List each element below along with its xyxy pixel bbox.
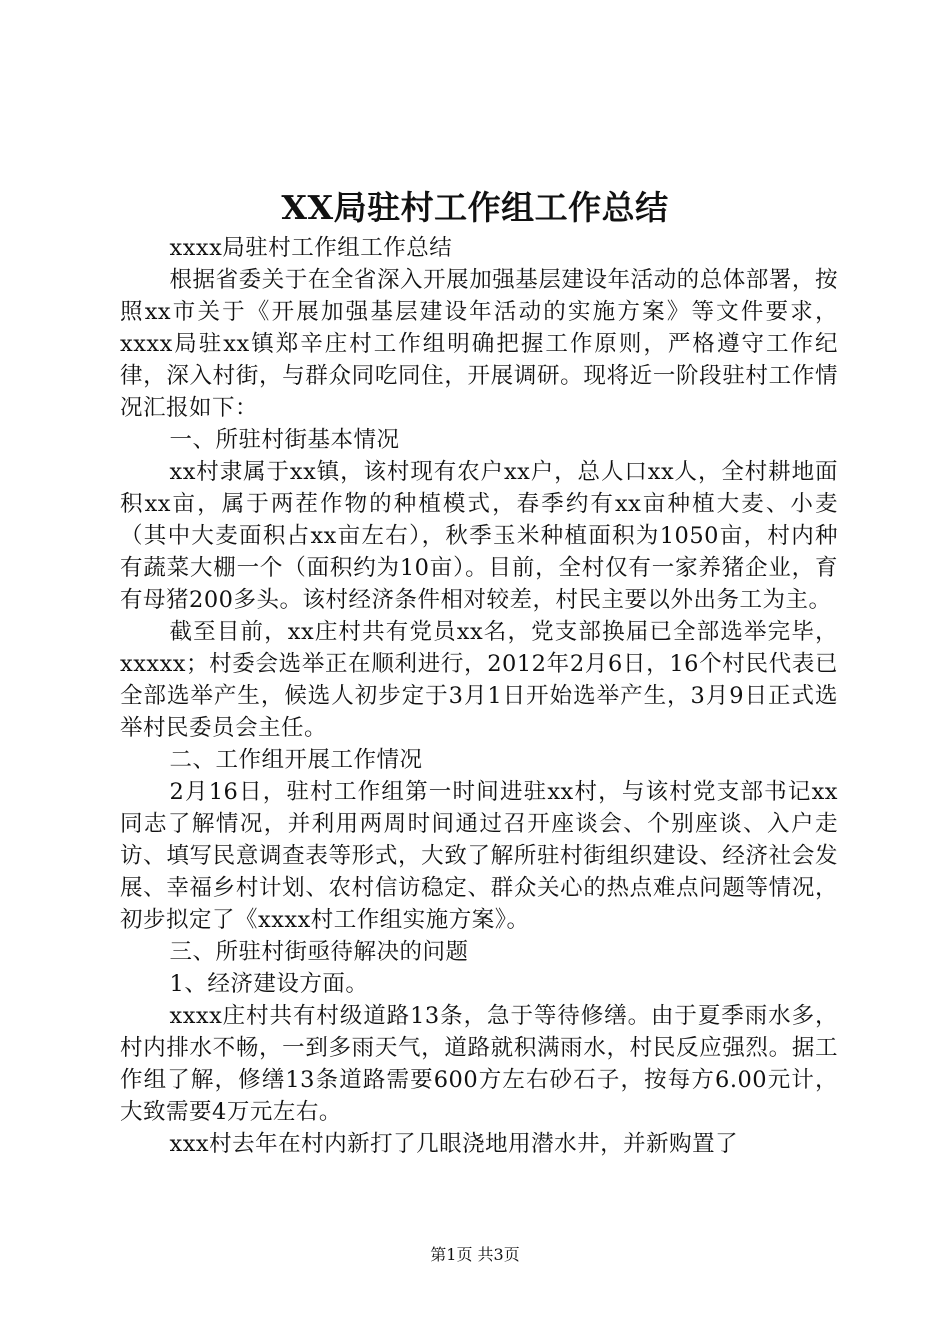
section-heading-1: 一、所驻村街基本情况 xyxy=(169,427,400,453)
paragraph-wells: xxx村去年在村内新打了几眼浇地用潜水井，并新购置了 xyxy=(169,1131,739,1157)
paragraph-village-basic: xx村隶属于xx镇，该村现有农户xx户，总人口xx人，全村耕地面积xx亩，属于两茬作物的种植模式，春季约有xx亩种植大麦、小麦（其中大麦面积占xx亩左右），秋季玉米种植面积为1050亩，村内种有蔬菜大棚一个（面积约为10亩）。目前，全村仅有一家养猪企业，育有母猪200多头。该村经济条件相对较差，村民主要以外出务工为主。 xyxy=(120,459,838,613)
paragraph-work-progress: 2月16日，驻村工作组第一时间进驻xx村，与该村党支部书记xx同志了解情况，并利用两周时间通过召开座谈会、个别座谈、入户走访、填写民意调查表等形式，大致了解所驻村街组织建设、经济社会发展、幸福乡村计划、农村信访稳定、群众关心的热点难点问题等情况，初步拟定了《xxxx村工作组实施方案》。 xyxy=(120,779,838,933)
page-footer: 第1页 共3页 xyxy=(430,1245,520,1264)
subsection-heading-1: 1、经济建设方面。 xyxy=(169,971,369,997)
document-title: XX局驻村工作组工作总结 xyxy=(281,188,669,227)
section-heading-3: 三、所驻村街亟待解决的问题 xyxy=(169,939,469,965)
document-body xyxy=(120,232,838,1160)
section-heading-2: 二、工作组开展工作情况 xyxy=(169,747,423,773)
paragraph-roads: xxxx庄村共有村级道路13条，急于等待修缮。由于夏季雨水多，村内排水不畅，一到多雨天气，道路就积满雨水，村民反应强烈。据工作组了解，修缮13条道路需要600方左右砂石子，按每方6.00元计，大致需要4万元左右。 xyxy=(120,1003,838,1125)
paragraph-party-members: 截至目前，xx庄村共有党员xx名，党支部换届已全部选举完毕，xxxxx；村委会选举正在顺利进行，2012年2月6日，16个村民代表已全部选举产生，候选人初步定于3月1日开始选举产生，3月9日正式选举村民委员会主任。 xyxy=(120,619,838,741)
paragraph-intro: 根据省委关于在全省深入开展加强基层建设年活动的总体部署，按照xx市关于《开展加强基层建设年活动的实施方案》等文件要求，xxxx局驻xx镇郑辛庄村工作组明确把握工作原则，严格遵守工作纪律，深入村街，与群众同吃同住，开展调研。现将近一阶段驻村工作情况汇报如下： xyxy=(120,267,838,421)
paragraph-subtitle: xxxx局驻村工作组工作总结 xyxy=(169,235,453,261)
